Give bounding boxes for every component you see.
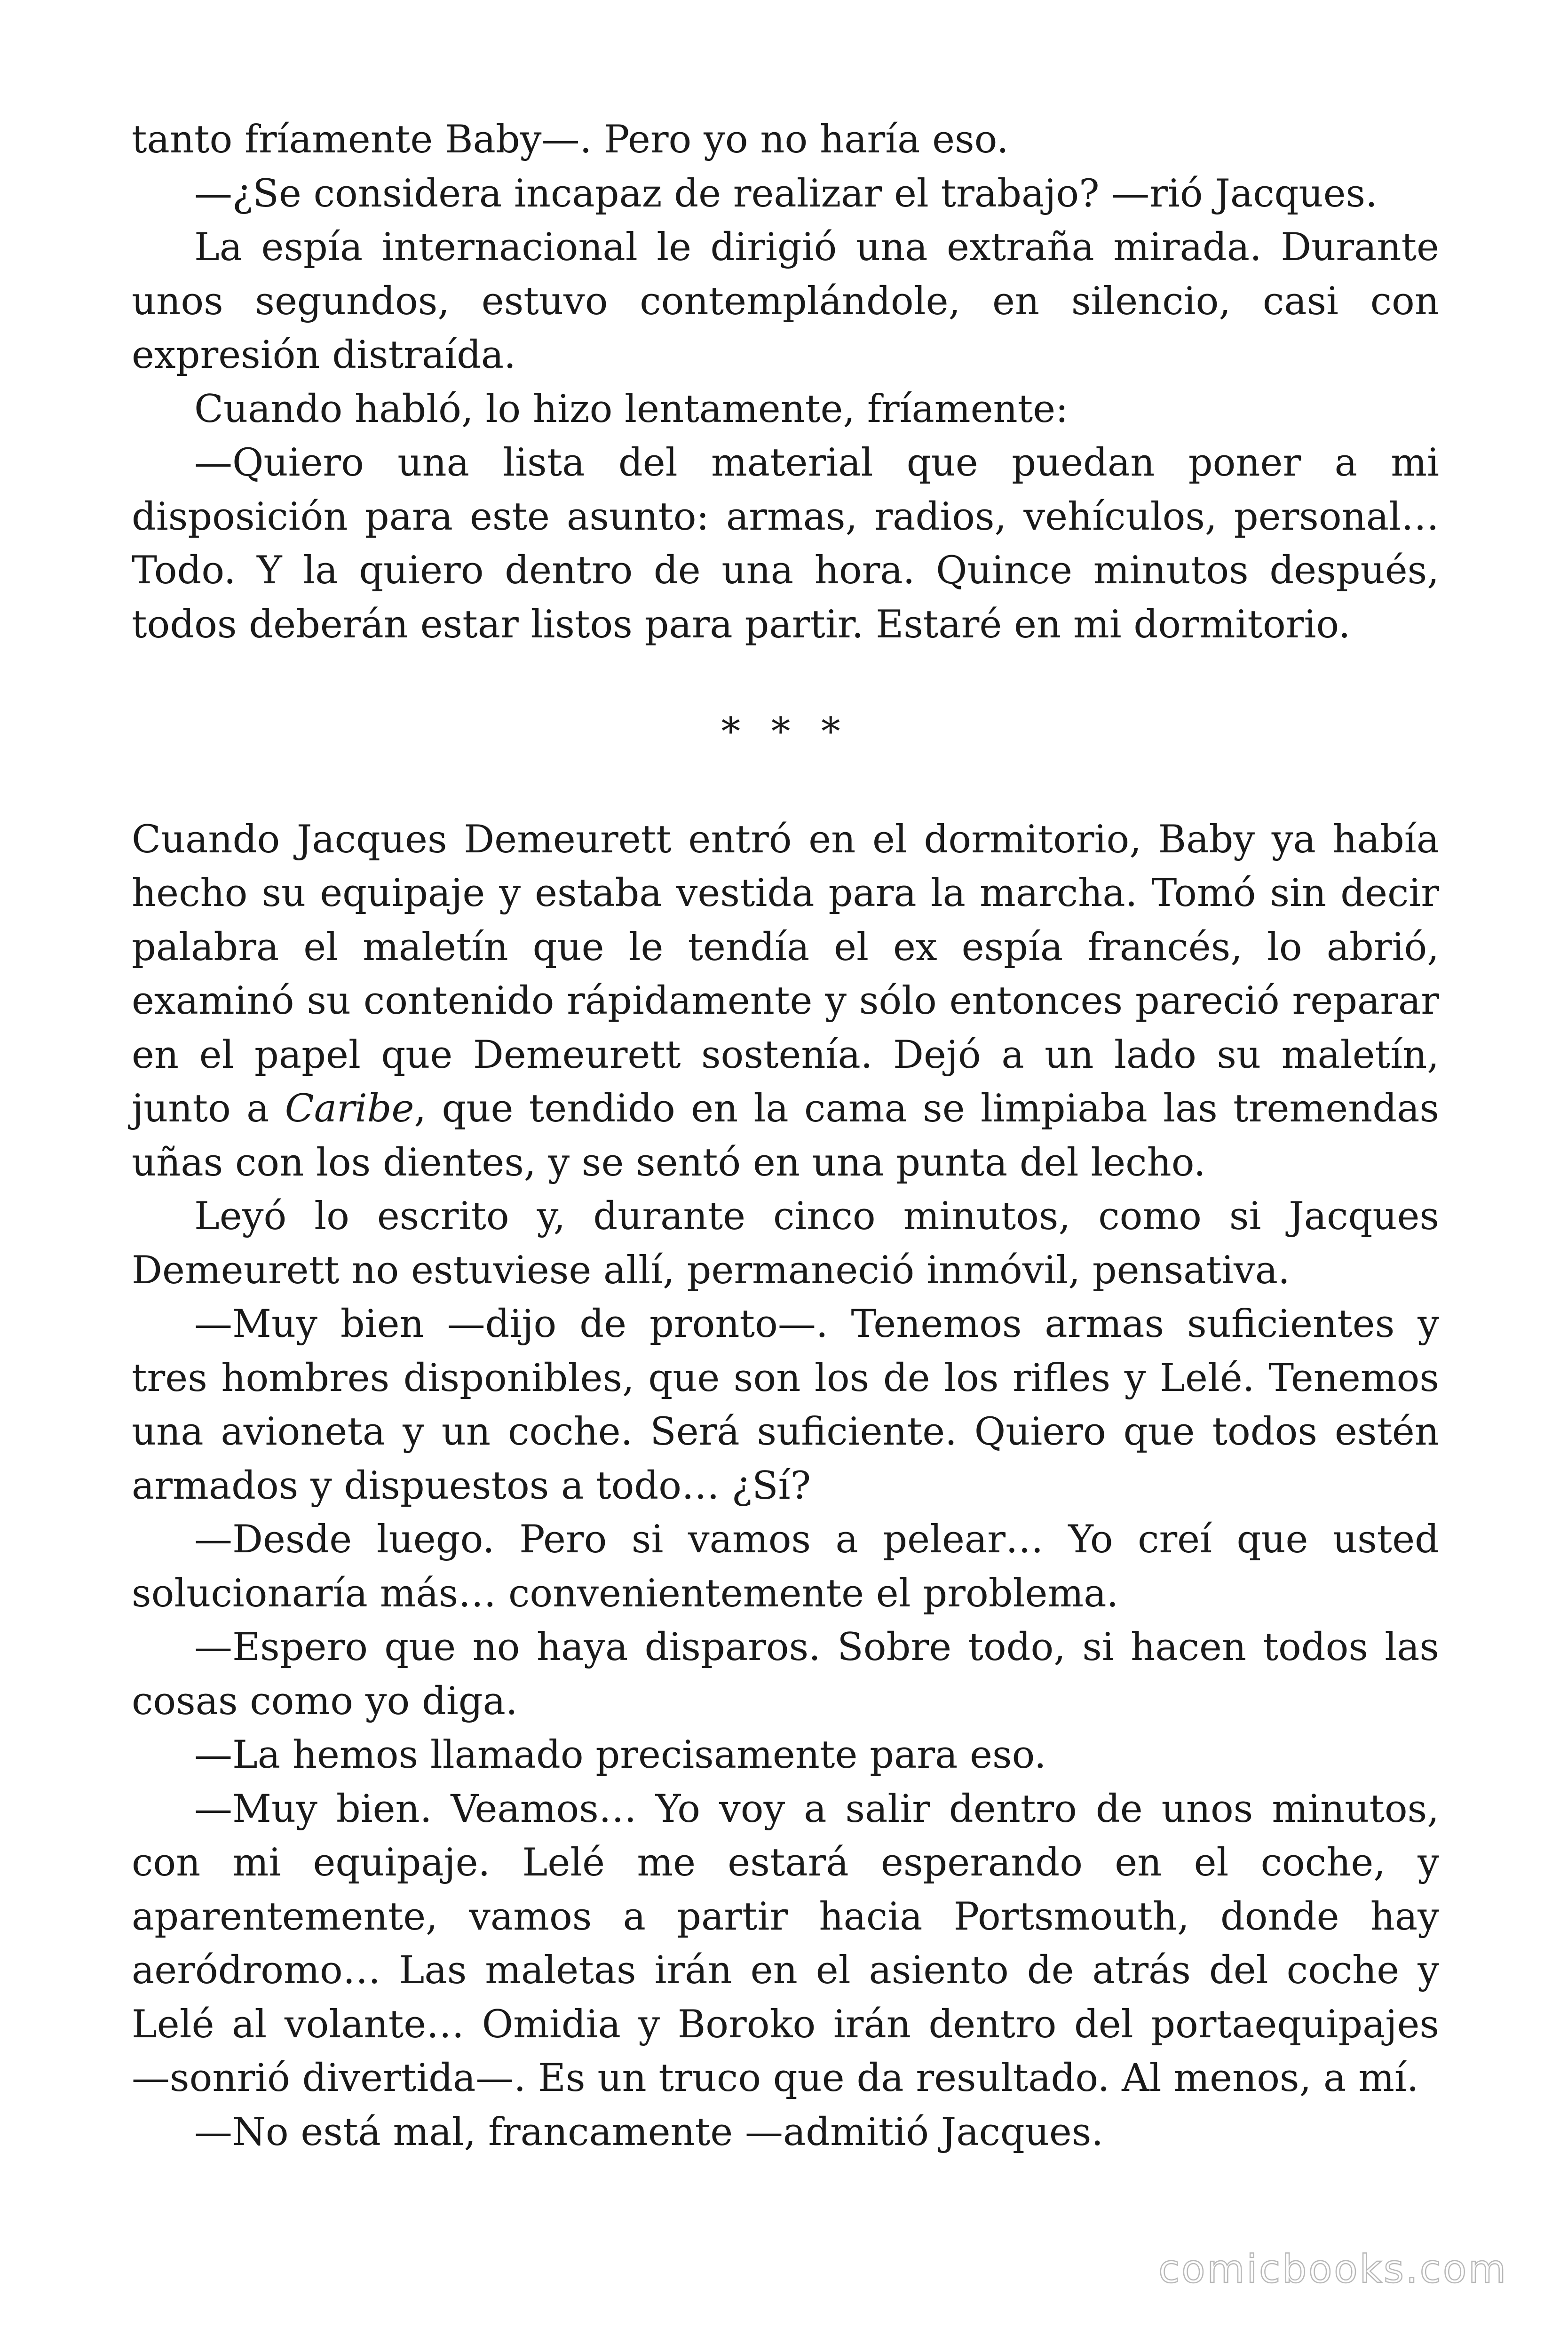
- paragraph-2: —¿Se considera incapaz de realizar el trabajo? —rió Jacques.: [194, 171, 1378, 216]
- book-page: [132, 113, 1439, 2159]
- paragraph-12: —Muy bien. Veamos… Yo voy a salir dentro de unos minutos, con mi equipaje. Lelé me estará esperando en el coche, y aparentemente, vamos a partir hacia Portsmouth, donde hay aeródromo… Las maletas irán en el asiento de atrás del coche y Lelé al volante… Omidia y Boroko irán dentro del portaequipajes —sonrió divertida—. Es un truco que da resultado. Al menos, a mí.: [132, 1787, 1439, 2100]
- section-break: * * *: [721, 710, 850, 754]
- paragraph-3: La espía internacional le dirigió una extraña mirada. Durante unos segundos, estuvo contemplándole, en silencio, casi con expresión distraída.: [132, 225, 1439, 377]
- paragraph-7: Leyó lo escrito y, durante cinco minutos, como si Jacques Demeurett no estuviese allí, permaneció inmóvil, pensativa.: [132, 1194, 1439, 1293]
- paragraph-6-after: , que tendido en la cama se limpiaba las tremendas uñas con los dientes, y se sentó en una punta del lecho.: [132, 1087, 1440, 1185]
- watermark: comicbooks.com: [1158, 2247, 1508, 2292]
- paragraph-10: —Espero que no haya disparos. Sobre todo, si hacen todos las cosas como yo diga.: [132, 1625, 1439, 1724]
- paragraph-6: [132, 813, 1439, 1190]
- paragraph-13: —No está mal, francamente —admitió Jacques.: [194, 2110, 1104, 2154]
- paragraph-6-before: Cuando Jacques Demeurett entró en el dormitorio, Baby ya había hecho su equipaje y estaba vestida para la marcha. Tomó sin decir palabra el maletín que le tendía el ex espía francés, lo abrió, examinó su contenido rápidamente y sólo entonces pareció reparar en el papel que Demeurett sostenía. Dejó a un lado su maletín, junto a: [132, 817, 1439, 1131]
- paragraph-1: tanto fríamente Baby—. Pero yo no haría eso.: [132, 118, 1009, 162]
- paragraph-6-italic: Caribe: [285, 1087, 414, 1131]
- paragraph-8: —Muy bien —dijo de pronto—. Tenemos armas suficientes y tres hombres disponibles, que son los de los rifles y Lelé. Tenemos una avioneta y un coche. Será suficiente. Quiero que todos estén armados y dispuestos a todo… ¿Sí?: [132, 1302, 1439, 1508]
- paragraph-4: Cuando habló, lo hizo lentamente, fríamente:: [194, 387, 1069, 431]
- paragraph-9: —Desde luego. Pero si vamos a pelear… Yo creí que usted solucionaría más… convenientemente el problema.: [132, 1518, 1439, 1616]
- paragraph-5: —Quiero una lista del material que puedan poner a mi disposición para este asunto: armas, radios, vehículos, personal… Todo. Y la quiero dentro de una hora. Quince minutos después, todos deberán estar listos para partir. Estaré en mi dormitorio.: [132, 441, 1439, 647]
- paragraph-11: —La hemos llamado precisamente para eso.: [194, 1733, 1046, 1777]
